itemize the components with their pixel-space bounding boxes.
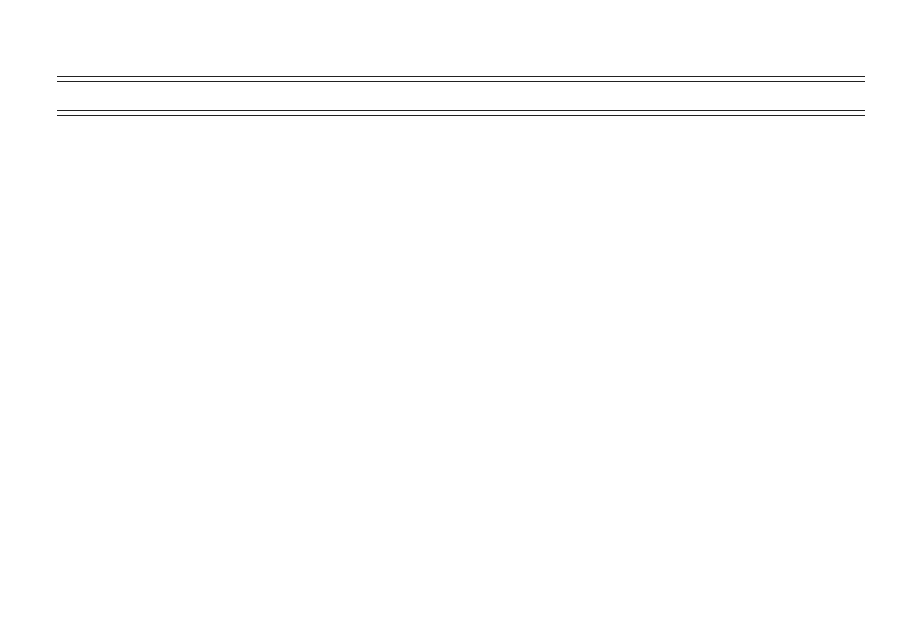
indicators-table [57,76,865,116]
subprogram-title [57,82,865,111]
subprogram-section [57,77,865,116]
